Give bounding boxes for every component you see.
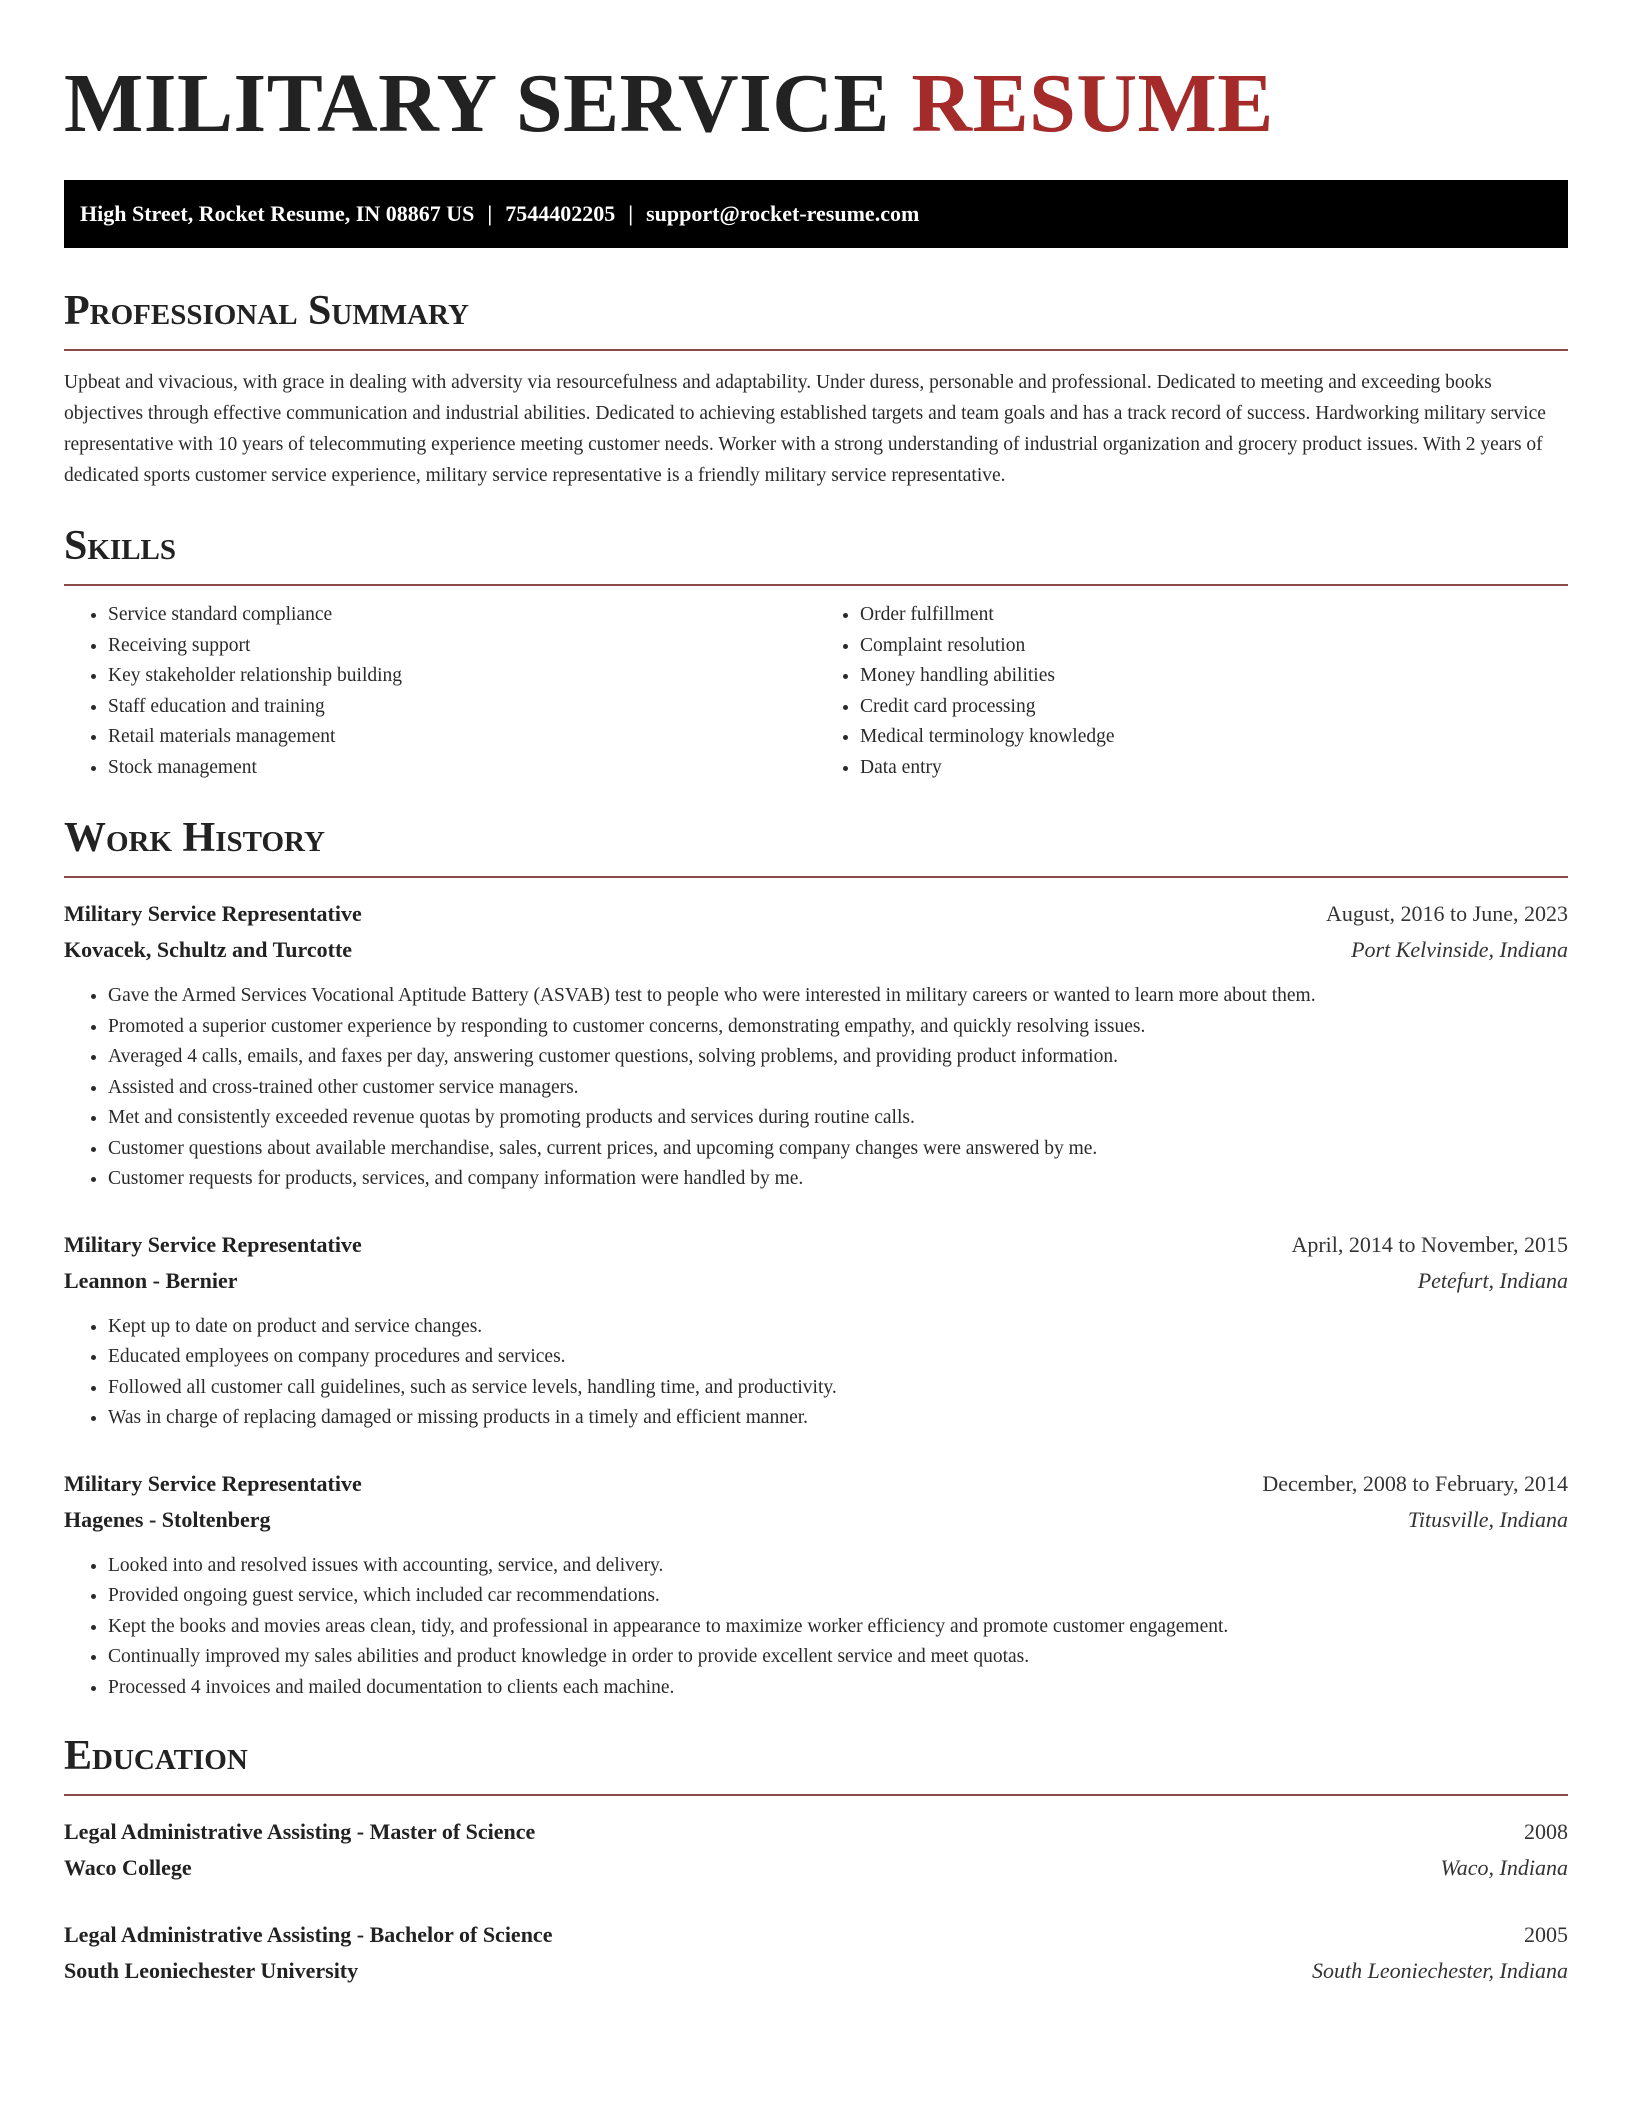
skill-item: • Key stakeholder relationship building bbox=[108, 661, 816, 692]
education-location: Waco, Indiana bbox=[1440, 1855, 1568, 1880]
job-entry bbox=[64, 1466, 1568, 1704]
resume-page bbox=[64, 0, 1568, 1989]
job-company-row bbox=[64, 1502, 1568, 1538]
job-duty: • Gave the Armed Services Vocational Aptitude Battery (ASVAB) test to people who were interested in military careers or wanted to learn more about them. bbox=[108, 981, 1568, 1012]
job-duty: • Assisted and cross-trained other customer service managers. bbox=[108, 1073, 1568, 1104]
education-heading: Education bbox=[64, 1731, 1568, 1796]
job-duties bbox=[64, 981, 1568, 1195]
job-header-row bbox=[64, 1466, 1568, 1502]
summary-section bbox=[64, 286, 1568, 491]
work-history-heading: Work History bbox=[64, 813, 1568, 878]
education-school: South Leoniechester University bbox=[64, 1958, 359, 1983]
job-duty: • Looked into and resolved issues with accounting, service, and delivery. bbox=[108, 1551, 1568, 1582]
education-entry bbox=[64, 1814, 1568, 1886]
job-title: Military Service Representative bbox=[64, 1470, 362, 1496]
title-main: MILITARY SERVICE bbox=[64, 57, 890, 150]
education-degree: Legal Administrative Assisting - Master of Science bbox=[64, 1819, 536, 1844]
job-header-row bbox=[64, 896, 1568, 932]
skills-heading: Skills bbox=[64, 521, 1568, 586]
education-school-row bbox=[64, 1953, 1568, 1989]
job-dates: August, 2016 to June, 2023 bbox=[1326, 901, 1568, 926]
contact-separator: | bbox=[487, 201, 493, 226]
skill-item: • Receiving support bbox=[108, 631, 816, 662]
skills-list-left bbox=[64, 600, 816, 783]
job-duty: • Met and consistently exceeded revenue quotas by promoting products and services during routine calls. bbox=[108, 1103, 1568, 1134]
job-company: Kovacek, Schultz and Turcotte bbox=[64, 937, 353, 962]
job-location: Petefurt, Indiana bbox=[1417, 1267, 1568, 1293]
job-dates: December, 2008 to February, 2014 bbox=[1262, 1470, 1568, 1496]
resume-title bbox=[64, 0, 1568, 152]
education-year: 2008 bbox=[1524, 1819, 1568, 1844]
education-location: South Leoniechester, Indiana bbox=[1311, 1958, 1568, 1983]
job-duty: • Continually improved my sales abilities and product knowledge in order to provide excellent service and meet quotas. bbox=[108, 1642, 1568, 1673]
contact-email: support@rocket-resume.com bbox=[646, 201, 920, 226]
job-duty: • Kept up to date on product and service changes. bbox=[108, 1312, 1568, 1343]
summary-heading: Professional Summary bbox=[64, 286, 1568, 351]
job-duty: • Promoted a superior customer experience by responding to customer concerns, demonstrating empathy, and quickly resolving issues. bbox=[108, 1012, 1568, 1043]
job-duty: • Was in charge of replacing damaged or missing products in a timely and efficient manner. bbox=[108, 1403, 1568, 1434]
summary-text: Upbeat and vivacious, with grace in dealing with adversity via resourcefulness and adaptability. Under duress, personable and professional. Dedicated to meeting and exceeding books objectives through effective communication and industrial abilities. Dedicated to achieving established targets and team goals and has a track record of success. Hardworking military service representative with 10 years of telecommuting experience meeting customer needs. Worker with a strong understanding of industrial organization and grocery product issues. With 2 years of dedicated sports customer service experience, military service representative is a friendly military service representative. bbox=[64, 372, 1546, 486]
skills-section bbox=[64, 521, 1568, 783]
skill-item: • Order fulfillment bbox=[860, 600, 1568, 631]
skill-item: • Retail materials management bbox=[108, 722, 816, 753]
job-dates: April, 2014 to November, 2015 bbox=[1291, 1231, 1568, 1257]
job-company-row bbox=[64, 932, 1568, 968]
job-location: Titusville, Indiana bbox=[1407, 1506, 1568, 1532]
education-degree-row bbox=[64, 1814, 1568, 1850]
education-degree-row bbox=[64, 1917, 1568, 1953]
job-location: Port Kelvinside, Indiana bbox=[1351, 937, 1568, 962]
job-title: Military Service Representative bbox=[64, 901, 362, 926]
education-entry bbox=[64, 1917, 1568, 1989]
job-title: Military Service Representative bbox=[64, 1231, 362, 1257]
job-entry bbox=[64, 896, 1568, 1195]
job-company-row bbox=[64, 1263, 1568, 1299]
job-duty: • Educated employees on company procedures and services. bbox=[108, 1342, 1568, 1373]
education-year: 2005 bbox=[1524, 1922, 1568, 1947]
skill-item: • Stock management bbox=[108, 753, 816, 784]
education-school-row bbox=[64, 1850, 1568, 1886]
job-header-row bbox=[64, 1227, 1568, 1263]
education-section bbox=[64, 1731, 1568, 1989]
skill-item: • Staff education and training bbox=[108, 692, 816, 723]
education-school: Waco College bbox=[64, 1855, 192, 1880]
education-degree: Legal Administrative Assisting - Bachelor of Science bbox=[64, 1922, 553, 1947]
skill-item: • Credit card processing bbox=[860, 692, 1568, 723]
job-entry bbox=[64, 1227, 1568, 1434]
contact-phone: 7544402205 bbox=[505, 201, 616, 226]
contact-bar bbox=[64, 180, 1568, 248]
skills-grid bbox=[64, 600, 1568, 783]
job-company: Leannon - Bernier bbox=[64, 1267, 238, 1293]
job-duty: • Customer requests for products, services, and company information were handled by me. bbox=[108, 1164, 1568, 1195]
job-company: Hagenes - Stoltenberg bbox=[64, 1506, 271, 1532]
skill-item: • Data entry bbox=[860, 753, 1568, 784]
contact-address: High Street, Rocket Resume, IN 08867 US bbox=[80, 201, 475, 226]
work-history-section bbox=[64, 813, 1568, 1703]
job-duties bbox=[64, 1551, 1568, 1704]
job-duty: • Averaged 4 calls, emails, and faxes per day, answering customer questions, solving problems, and providing product information. bbox=[108, 1042, 1568, 1073]
skill-item: • Complaint resolution bbox=[860, 631, 1568, 662]
skill-item: • Medical terminology knowledge bbox=[860, 722, 1568, 753]
job-duty: • Followed all customer call guidelines, such as service levels, handling time, and productivity. bbox=[108, 1373, 1568, 1404]
job-duties bbox=[64, 1312, 1568, 1434]
title-accent: RESUME bbox=[911, 57, 1274, 150]
skill-item: • Money handling abilities bbox=[860, 661, 1568, 692]
contact-separator: | bbox=[628, 201, 634, 226]
job-duty: • Customer questions about available merchandise, sales, current prices, and upcoming company changes were answered by me. bbox=[108, 1134, 1568, 1165]
job-duty: • Kept the books and movies areas clean, tidy, and professional in appearance to maximize worker efficiency and promote customer engagement. bbox=[108, 1612, 1568, 1643]
skill-item: • Service standard compliance bbox=[108, 600, 816, 631]
job-duty: • Processed 4 invoices and mailed documentation to clients each machine. bbox=[108, 1673, 1568, 1704]
job-duty: • Provided ongoing guest service, which included car recommendations. bbox=[108, 1581, 1568, 1612]
skills-list-right bbox=[816, 600, 1568, 783]
